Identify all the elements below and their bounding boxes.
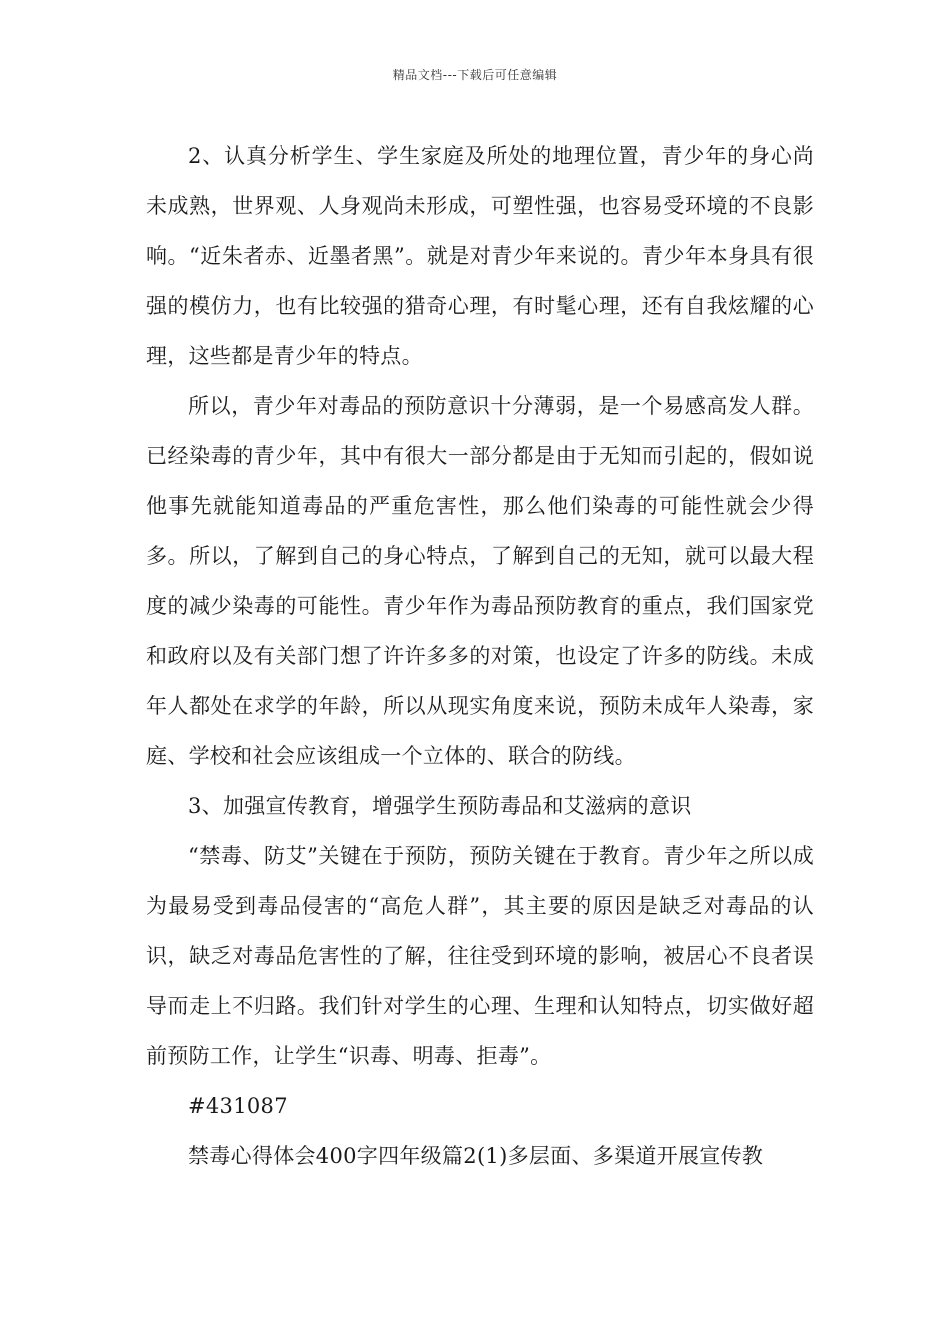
document-body xyxy=(146,131,814,1181)
paragraph-4: 禁毒心得体会400字四年级篇2(1)多层面、多渠道开展宣传教 xyxy=(188,1144,764,1168)
paragraph-2: 所以，青少年对毒品的预防意识十分薄弱，是一个易感高发人群。已经染毒的青少年，其中有很大一部分都是由于无知而引起的，假如说他事先就能知道毒品的严重危害性，那么他们染毒的可能性就会少得多。所以，了解到自己的身心特点，了解到自己的无知，就可以最大程度的减少染毒的可能性。青少年作为毒品预防教育的重点，我们国家党和政府以及有关部门想了许许多多的对策，也设定了许多的防线。未成年人都处在求学的年龄，所以从现实角度来说，预防未成年人染毒，家庭、学校和社会应该组成一个立体的、联合的防线。 xyxy=(146,394,814,768)
paragraph-3: “禁毒、防艾”关键在于预防，预防关键在于教育。青少年之所以成为最易受到毒品侵害的“高危人群”，其主要的原因是缺乏对毒品的认识，缺乏对毒品危害性的了解，往往受到环境的影响，被居心不良者误导而走上不归路。我们针对学生的心理、生理和认知特点，切实做好超前预防工作，让学生“识毒、明毒、拒毒”。 xyxy=(146,844,814,1068)
document-id: #431087 xyxy=(188,1094,288,1118)
section-heading-3: 3、加强宣传教育，增强学生预防毒品和艾滋病的意识 xyxy=(188,794,692,818)
page-header: 精品文档---下载后可任意编辑 xyxy=(392,68,558,82)
paragraph-1: 2、认真分析学生、学生家庭及所处的地理位置，青少年的身心尚未成熟，世界观、人身观尚未形成，可塑性强，也容易受环境的不良影响。“近朱者赤、近墨者黑”。就是对青少年来说的。青少年本身具有很强的模仿力，也有比较强的猎奇心理，有时髦心理，还有自我炫耀的心理，这些都是青少年的特点。 xyxy=(146,144,814,368)
